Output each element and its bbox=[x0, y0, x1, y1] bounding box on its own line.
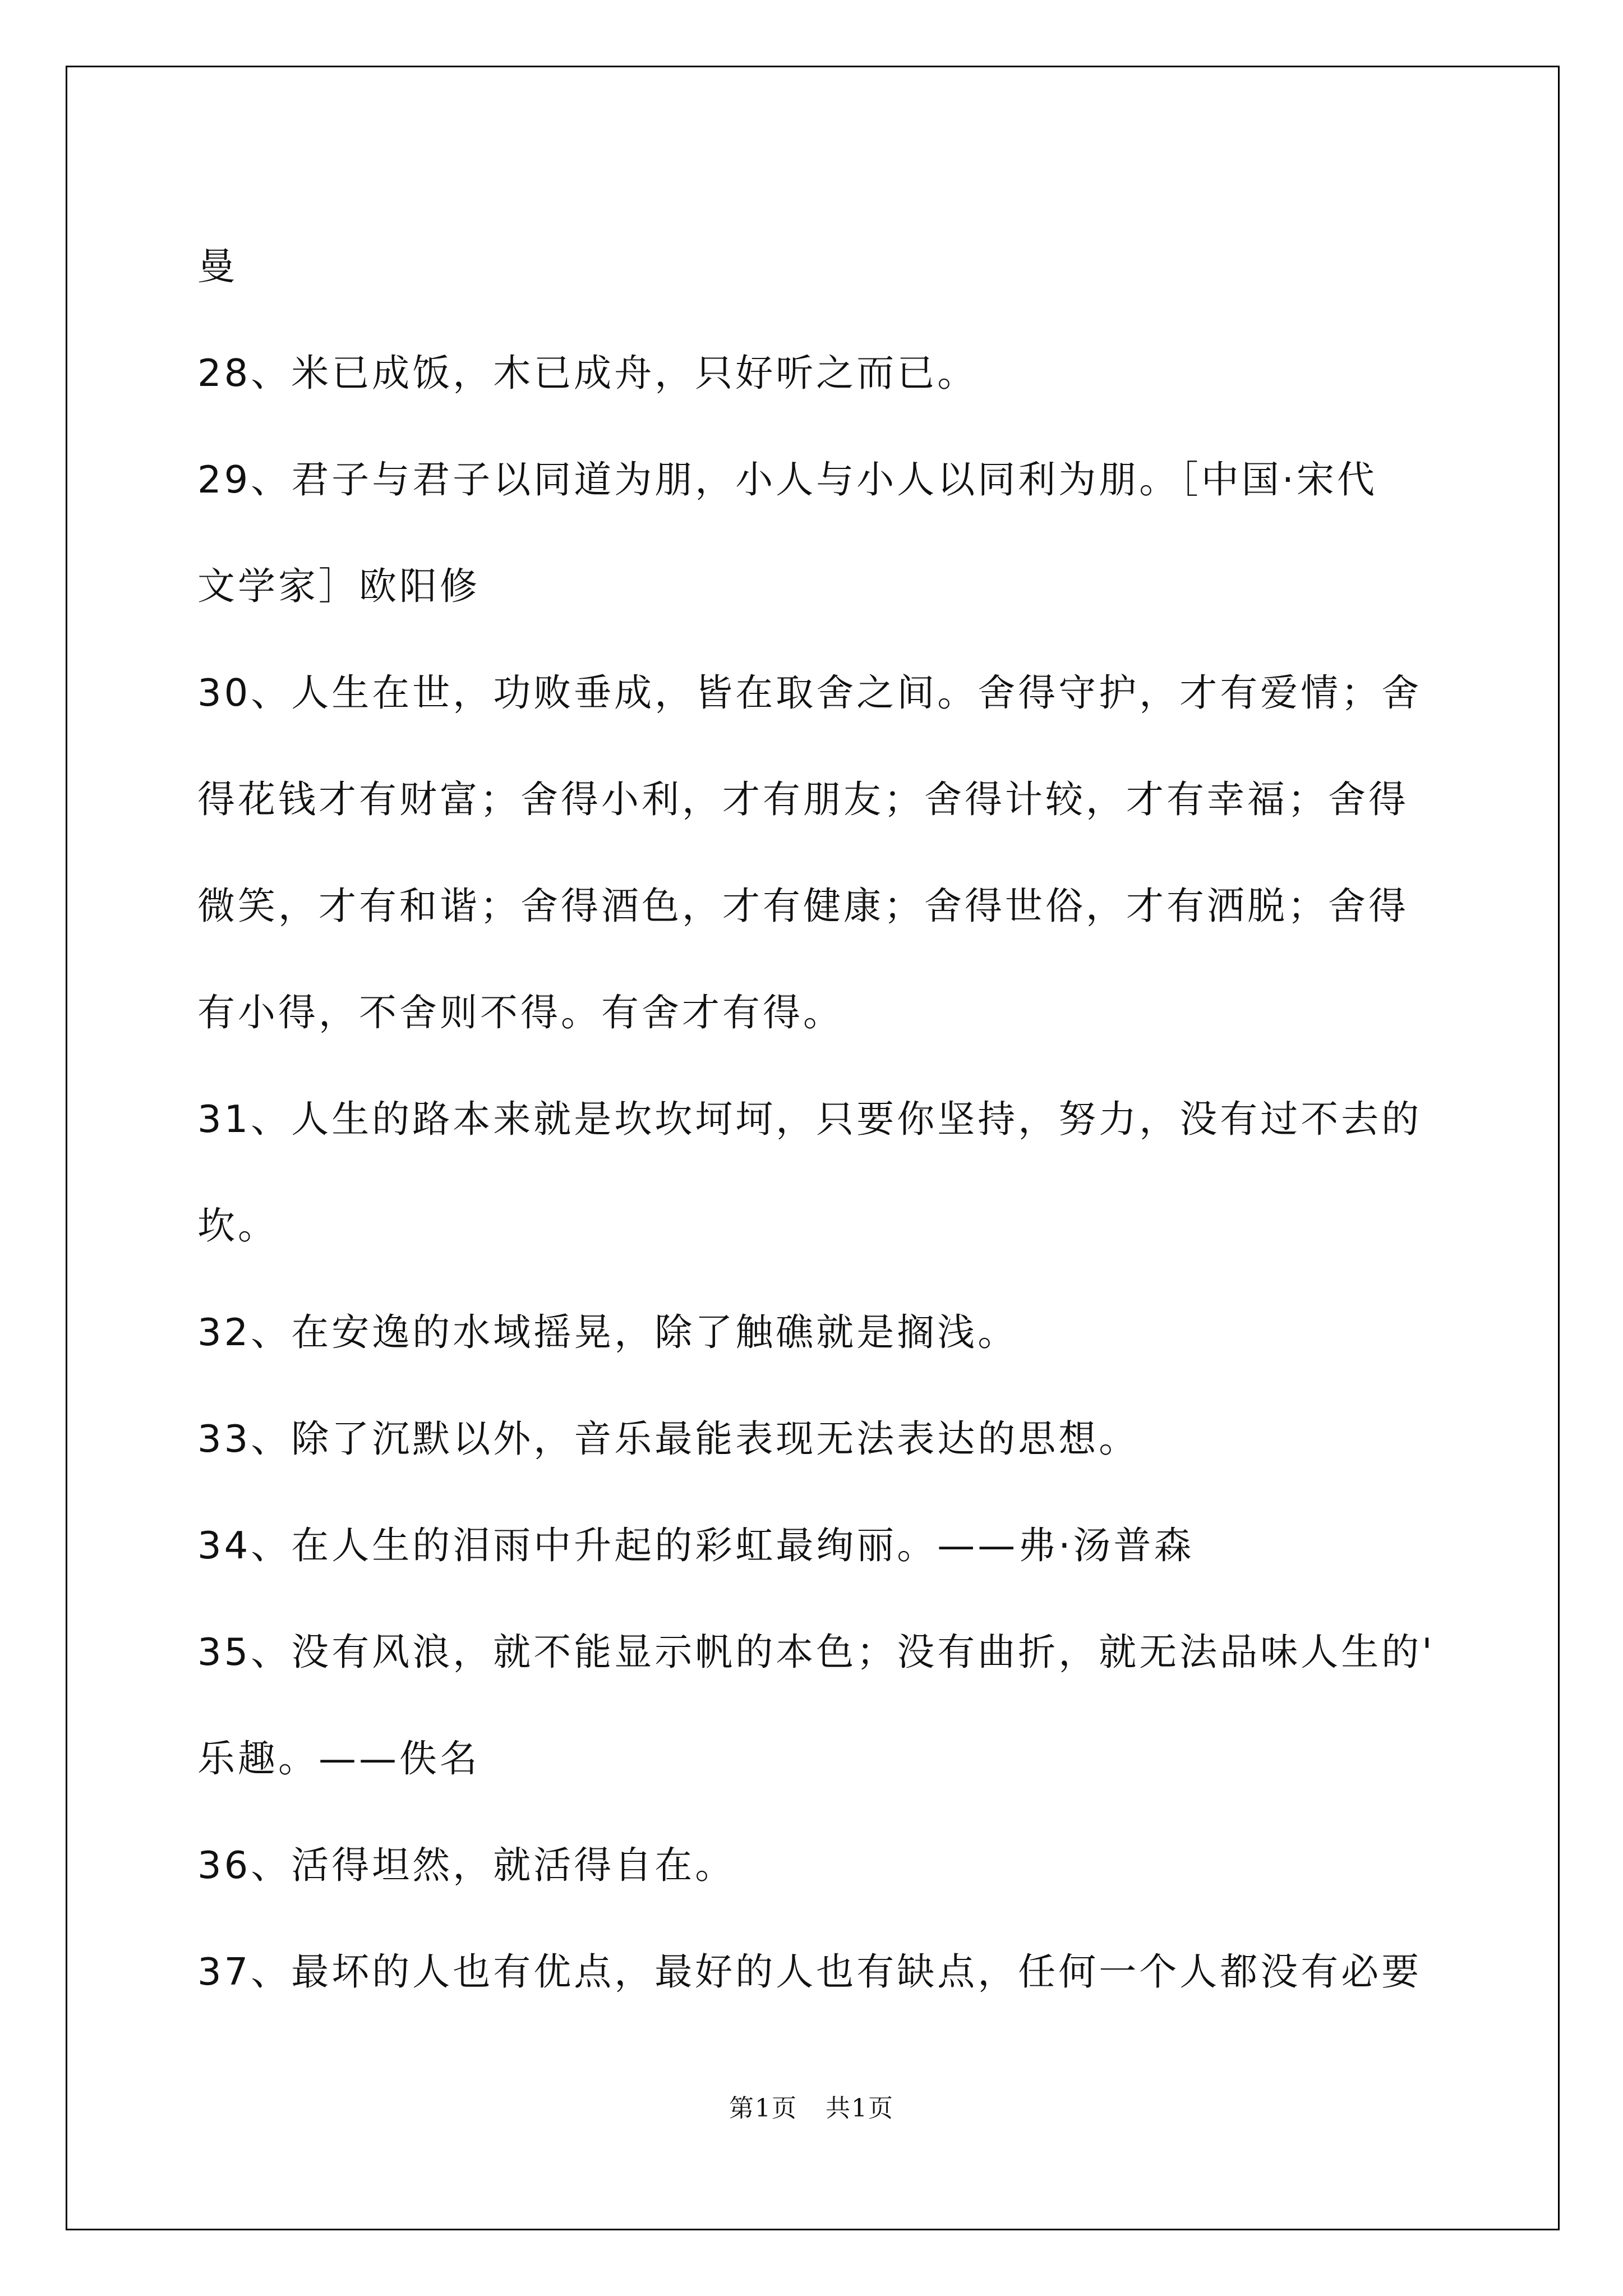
text-line: 36、活得坦然，就活得自在。 bbox=[197, 1843, 736, 1887]
document-body bbox=[197, 213, 1435, 2025]
text-line: 30、人生在世，功败垂成，皆在取舍之间。舍得守护，才有爱情；舍 bbox=[197, 671, 1422, 715]
text-line: 32、在安逸的水域摇晃，除了触礁就是搁浅。 bbox=[197, 1310, 1018, 1354]
text-line: 33、除了沉默以外，音乐最能表现无法表达的思想。 bbox=[197, 1417, 1140, 1461]
text-line: 29、君子与君子以同道为朋，小人与小人以同利为朋。［中国·宋代 bbox=[197, 458, 1378, 501]
text-line: 35、没有风浪，就不能显示帆的本色；没有曲折，就无法品味人生的' bbox=[197, 1630, 1435, 1674]
page-footer bbox=[0, 2088, 1623, 2124]
text-line: 34、在人生的泪雨中升起的彩虹最绚丽。——弗·汤普森 bbox=[197, 1524, 1195, 1567]
text-line: 曼 bbox=[197, 245, 238, 288]
text-line: 文学家］欧阳修 bbox=[197, 564, 480, 608]
text-line: 31、人生的路本来就是坎坎坷坷，只要你坚持，努力，没有过不去的 bbox=[197, 1097, 1422, 1141]
text-line: 微笑，才有和谐；舍得酒色，才有健康；舍得世俗，才有洒脱；舍得 bbox=[197, 884, 1409, 928]
text-line: 有小得，不舍则不得。有舍才有得。 bbox=[197, 991, 843, 1034]
text-line: 乐趣。——佚名 bbox=[197, 1737, 480, 1780]
text-line: 37、最坏的人也有优点，最好的人也有缺点，任何一个人都没有必要 bbox=[197, 1950, 1422, 1994]
page-number: 第1页 bbox=[729, 2094, 797, 2123]
text-line: 坎。 bbox=[197, 1204, 278, 1248]
text-line: 得花钱才有财富；舍得小利，才有朋友；舍得计较，才有幸福；舍得 bbox=[197, 777, 1409, 821]
page-total: 共1页 bbox=[826, 2094, 894, 2123]
text-line: 28、米已成饭，木已成舟，只好听之而已。 bbox=[197, 351, 978, 395]
